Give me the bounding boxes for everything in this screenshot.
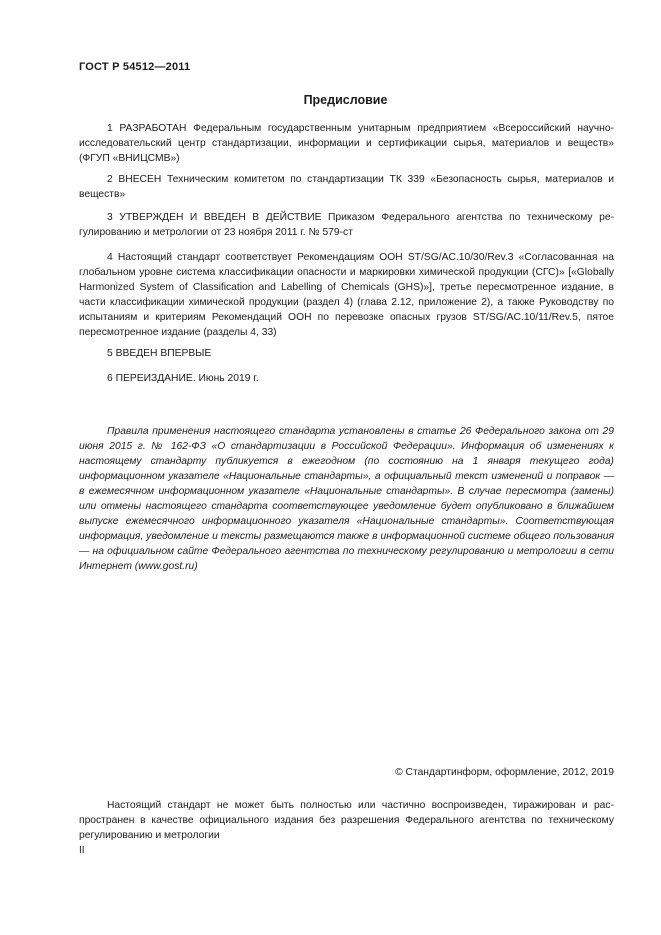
foreword-item-5: 5 ВВЕДЕН ВПЕРВЫЕ [107, 348, 212, 359]
foreword-item-1: 1 РАЗРАБОТАН Федеральным государственным унитарным предприятием «Всероссийский научно-исследовательский центр стандартизации, информации и сертификации сырья, материалов и веществ» (ФГУП «ВНИЦСМВ») [79, 123, 614, 164]
copyright-line: © Стандартинформ, оформление, 2012, 2019 [395, 767, 614, 778]
standard-code: ГОСТ Р 54512—2011 [79, 61, 191, 73]
foreword-item-6: 6 ПЕРЕИЗДАНИЕ. Июнь 2019 г. [107, 373, 259, 384]
page-number: II [79, 845, 85, 856]
reproduction-notice: Настоящий стандарт не может быть полностью или частично воспроизведен, тиражирован и распространен в качестве официального издания без разрешения Федерального агентства по техническому регулированию и метрологии [79, 800, 614, 841]
standard-application-note: Правила применения настоящего стандарта установлены в статье 26 Федерального закона от 29 июня 2015 г. № 162-ФЗ «О стандартизации в Российской Федерации». Информация об изменениях к настоящему стандарту публикуется в ежегодном (по состоянию на 1 января текущего года) информационном указателе «Национальные стандарты», а официальный текст изменений и поправок — в ежемесячном информационном указателе «Национальные стандарты». В случае пересмотра (замены) или отмены настоящего стандарта соответствующее уведомление будет опубликовано в ближайшем выпуске ежемесячного информационного указателя «Национальные стандарты». Соответствующая информация, уведомление и тексты размещаются также в информационной системе общего пользования — на официальном сайте Федерального агентства по техническому регулированию и метрологии в сети Интернет (www.gost.ru) [79, 426, 614, 572]
foreword-item-3: 3 УТВЕРЖДЕН И ВВЕДЕН В ДЕЙСТВИЕ Приказом Федерального агентства по техническому регулированию и метрологии от 23 ноября 2011 г. № 579-ст [79, 212, 614, 238]
foreword-item-4: 4 Настоящий стандарт соответствует Рекомендациям ООН ST/SG/AC.10/30/Rev.3 «Согласованная на глобальном уровне система классификации опасности и маркировки химической продукции (СГС)» [«Globally Harmonized System of Classification and Labelling of Chemicals (GHS)»], третье пересмотренное издание, в части классификации химической продукции (раздел 4) (глава 2.12, приложение 2), а также Руководству по испытаниям и критериям Рекомендаций ООН по перевозке опасных грузов ST/SG/AC.10/11/Rev.5, пятое пересмотренное издание (разделы 4, 33) [79, 252, 614, 338]
section-title: Предисловие [303, 93, 388, 107]
foreword-item-2: 2 ВНЕСЕН Техническим комитетом по стандартизации ТК 339 «Безопасность сырья, материалов и веществ» [79, 174, 614, 200]
